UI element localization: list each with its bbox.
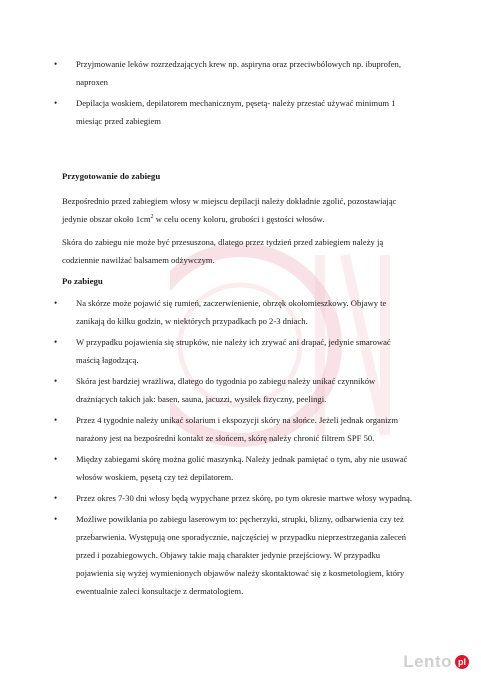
list-item: • Przyjmowanie leków rozrzedzających krew np. aspiryna oraz przeciwbólowych np. ibuprofen, naproxen	[62, 55, 414, 91]
list-item: • Skóra jest bardziej wrażliwa, dlatego do tygodnia po zabiegu należy unikać czynników drażniących takich jak: basen, sauna, jacuzzi, wysiłek fizyczny, peelingi.	[62, 372, 414, 408]
after-bullet-list	[62, 294, 414, 600]
list-item: • Możliwe powikłania po zabiegu laserowym to: pęcherzyki, strupki, blizny, odbarwienia czy też przebarwienia. Występują one sporadycznie, najczęściej w przypadku nieprzestrzegania zaleceń przed i pozabiegowych. Objawy takie mają charakter jedynie przejściowy. W przypadku pojawienia się wyżej wymienionych objawów należy skontaktować się z kosmetologiem, który ewentualnie zaleci konsultacje z dermatologiem.	[62, 510, 414, 600]
paragraph-moisturize: Skóra do zabiegu nie może być przesuszona, dlatego przez tydzień przed zabiegiem należy ją codziennie nawilżać balsamem odżywczym.	[62, 237, 384, 265]
paragraph-text: w celu oceny koloru, grubości i gęstości włosów.	[153, 214, 325, 224]
list-item: • Przez 4 tygodnie należy unikać solarium i ekspozycji skóry na słońce. Jeżeli jednak organizm narażony jest na bezpośredni kontakt ze słońcem, skórę należy chronić filtrem SPF 50.	[62, 411, 414, 447]
paragraph-shaving	[62, 192, 422, 228]
logo-text: Lento	[403, 652, 452, 671]
top-bullet-list	[62, 55, 414, 130]
section-heading-preparation: Przygotowanie do zabiegu	[62, 171, 161, 181]
list-item: • Na skórze może pojawić się rumień, zaczerwienienie, obrzęk okołomieszkowy. Objawy te zanikają do kilku godzin, w niektórych przypadkach po 2-3 dniach.	[62, 294, 414, 330]
lento-logo	[403, 652, 469, 672]
section-heading-after: Po zabiegu	[62, 276, 103, 286]
list-item: • Przez okres 7-30 dni włosy będą wypychane przez skórę, po tym okresie martwe włosy wypadną.	[62, 489, 414, 507]
list-item: • Między zabiegami skórę można golić maszynką. Należy jednak pamiętać o tym, aby nie usuwać włosów woskiem, pęsetą czy też depilatorem.	[62, 450, 414, 486]
logo-badge: pl	[455, 655, 469, 669]
list-item: • W przypadku pojawienia się strupków, nie należy ich zrywać ani drapać, jedynie smarować maścią łagodzącą.	[62, 333, 414, 369]
paragraph-text: Bezpośrednio przed zabiegiem włosy w miejscu depilacji należy dokładnie zgolić, pozostawiając jedynie obszar około 1cm	[62, 196, 397, 224]
list-item: • Depilacja woskiem, depilatorem mechanicznym, pęsetą- należy przestać używać minimum 1 miesiąc przed zabiegiem	[62, 94, 414, 130]
superscript: 2	[150, 214, 154, 220]
